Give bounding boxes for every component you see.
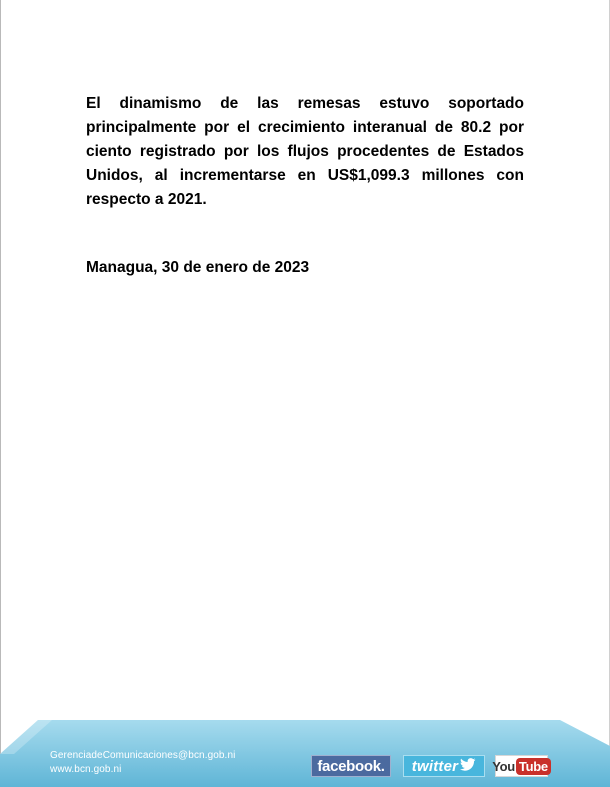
- facebook-button[interactable]: [311, 755, 391, 777]
- page-left-edge: [0, 0, 1, 787]
- youtube-label-you: You: [492, 758, 515, 774]
- date-line: Managua, 30 de enero de 2023: [86, 259, 310, 276]
- youtube-button[interactable]: [492, 755, 548, 777]
- body-paragraph: El dinamismo de las remesas estuvo soportado principalmente por el crecimiento interanual de 80.2 por ciento registrado por los flujos procedentes de Estados Unidos, al incrementarse en US$1,099.3 millones con respecto a 2021.: [86, 95, 524, 208]
- bird-icon: [460, 758, 476, 774]
- footer-email-link[interactable]: GerenciadeComunicaciones@bcn.gob.ni: [50, 750, 236, 761]
- twitter-label: twitter: [411, 757, 459, 775]
- twitter-button[interactable]: [403, 755, 485, 777]
- facebook-label: facebook.: [317, 757, 385, 775]
- youtube-label-tube: Tube: [516, 758, 551, 775]
- footer-band: [0, 720, 610, 787]
- footer-website-link[interactable]: www.bcn.gob.ni: [50, 764, 122, 775]
